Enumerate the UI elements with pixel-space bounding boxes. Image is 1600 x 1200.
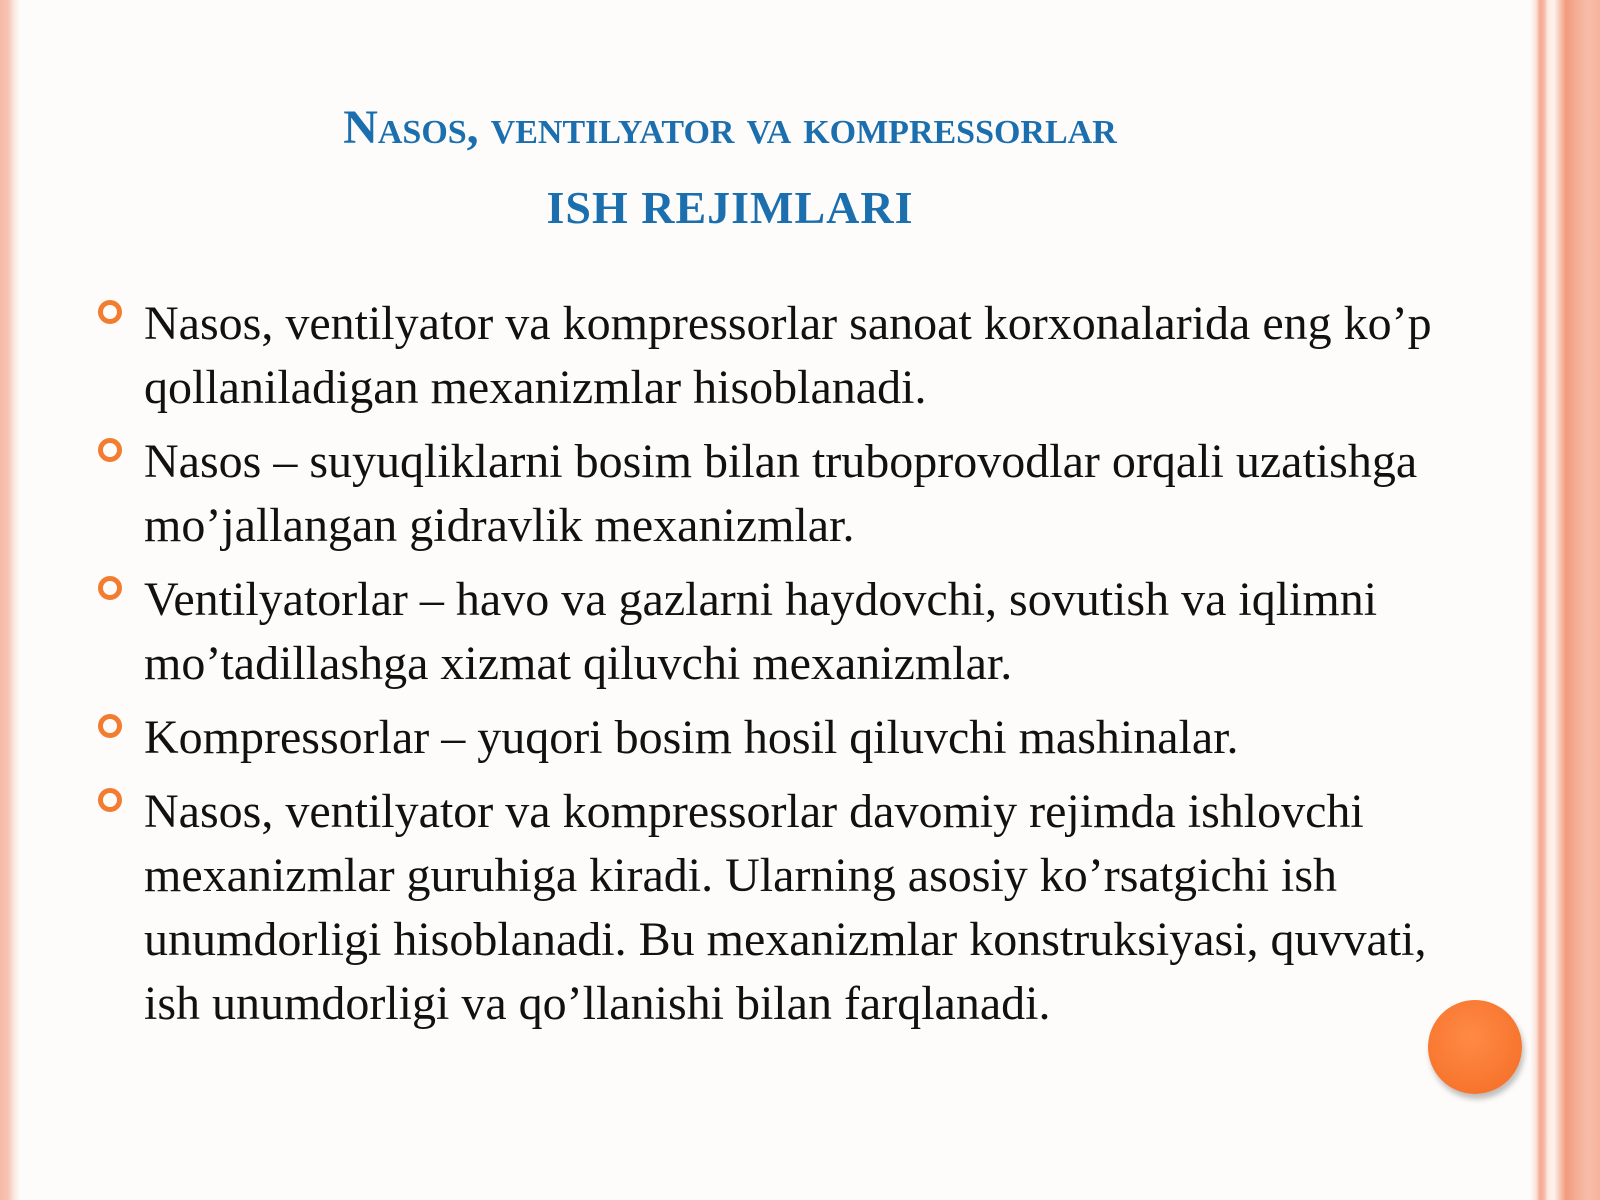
bullet-item [96,780,1476,1036]
hollow-circle-bullet-icon [98,576,122,600]
hollow-circle-bullet-icon [98,300,122,324]
bullet-item [96,568,1476,696]
hollow-circle-bullet-icon [98,714,122,738]
slide-title-line-2: ISH REJIMLARI [546,182,914,233]
bullet-text: Nasos, ventilyator va kompressorlar sanoat korxonalarida eng ko’p qollaniladigan mexanizmlar hisoblanadi. [144,297,1432,414]
orange-circle-decoration [1428,1000,1522,1094]
hollow-circle-bullet-icon [98,438,122,462]
hollow-circle-bullet-icon [98,788,122,812]
slide-title-line-1: Nasos, ventilyator va kompressorlar [343,101,1117,154]
bullet-text: Nasos, ventilyator va kompressorlar davomiy rejimda ishlovchi mexanizmlar guruhiga kiradi. Ularning asosiy ko’rsatgichi ish unumdorligi hisoblanadi. Bu mexanizmlar konstruksiyasi, quvvati, ish unumdorligi va qo’llanishi bilan farqlanadi. [144,785,1427,1030]
bullet-item [96,430,1476,558]
slide-title [120,88,1340,248]
bullet-item [96,292,1476,420]
left-decorative-border [0,0,20,1200]
bullet-list [96,292,1476,1046]
bullet-text: Ventilyatorlar – havo va gazlarni haydovchi, sovutish va iqlimni mo’tadillashga xizmat qiluvchi mexanizmlar. [144,573,1378,690]
bullet-text: Kompressorlar – yuqori bosim hosil qiluvchi mashinalar. [144,711,1239,764]
bullet-item [96,706,1476,770]
right-decorative-stripes [1530,0,1600,1200]
bullet-text: Nasos – suyuqliklarni bosim bilan truboprovodlar orqali uzatishga mo’jallangan gidravlik mexanizmlar. [144,435,1418,552]
